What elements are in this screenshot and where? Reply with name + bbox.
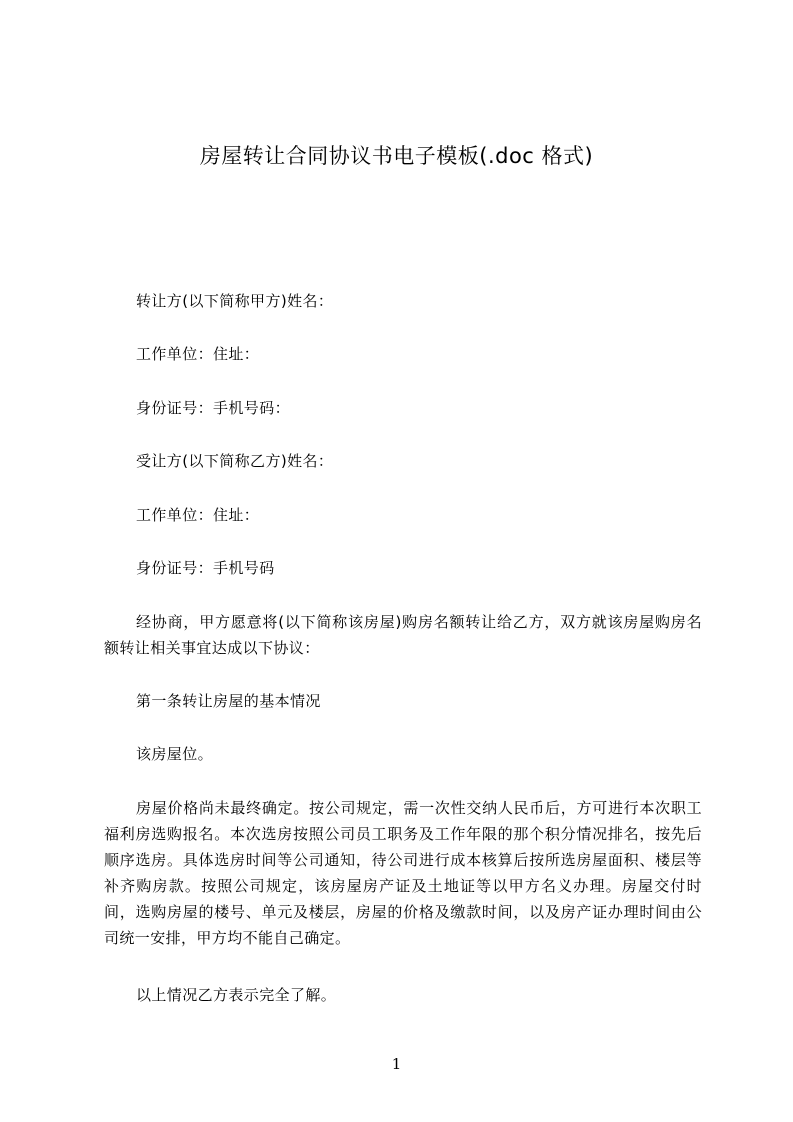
paragraph-transferee-id-phone: 身份证号：手机号码 [136,559,275,577]
paragraph-transferor-name: 转让方(以下简称甲方)姓名： [136,292,334,310]
paragraph-acknowledgement: 以上情况乙方表示完全了解。 [136,986,337,1004]
paragraph-transferor-id-phone: 身份证号：手机号码： [136,399,291,417]
paragraph-transferor-work-address: 工作单位：住址： [136,345,260,363]
paragraph-agreement-intro: 经协商，甲方愿意将(以下简称该房屋)购房名额转让给乙方，双方就该房屋购房名额转让相关事宜达成以下协议： [104,613,702,657]
document-title: 房屋转让合同协议书电子模板(.doc 格式) [199,144,594,168]
paragraph-house-price-details: 房屋价格尚未最终确定。按公司规定，需一次性交纳人民币后，方可进行本次职工福利房选购报名。本次选房按照公司员工职务及工作年限的那个积分情况排名，按先后顺序选房。具体选房时间等公司通知，待公司进行成本核算后按所选房屋面积、楼层等补齐购房款。按照公司规定，该房屋房产证及土地证等以甲方名义办理。房屋交付时间，选购房屋的楼号、单元及楼层，房屋的价格及缴款时间，以及房产证办理时间由公司统一安排，甲方均不能自己确定。 [104,799,702,947]
paragraph-house-location: 该房屋位。 [136,745,214,763]
section-heading-article-1: 第一条转让房屋的基本情况 [136,692,321,710]
paragraph-transferee-work-address: 工作单位：住址： [136,506,260,524]
paragraph-transferee-name: 受让方(以下简称乙方)姓名： [136,452,334,470]
page-number: 1 [391,1055,402,1073]
